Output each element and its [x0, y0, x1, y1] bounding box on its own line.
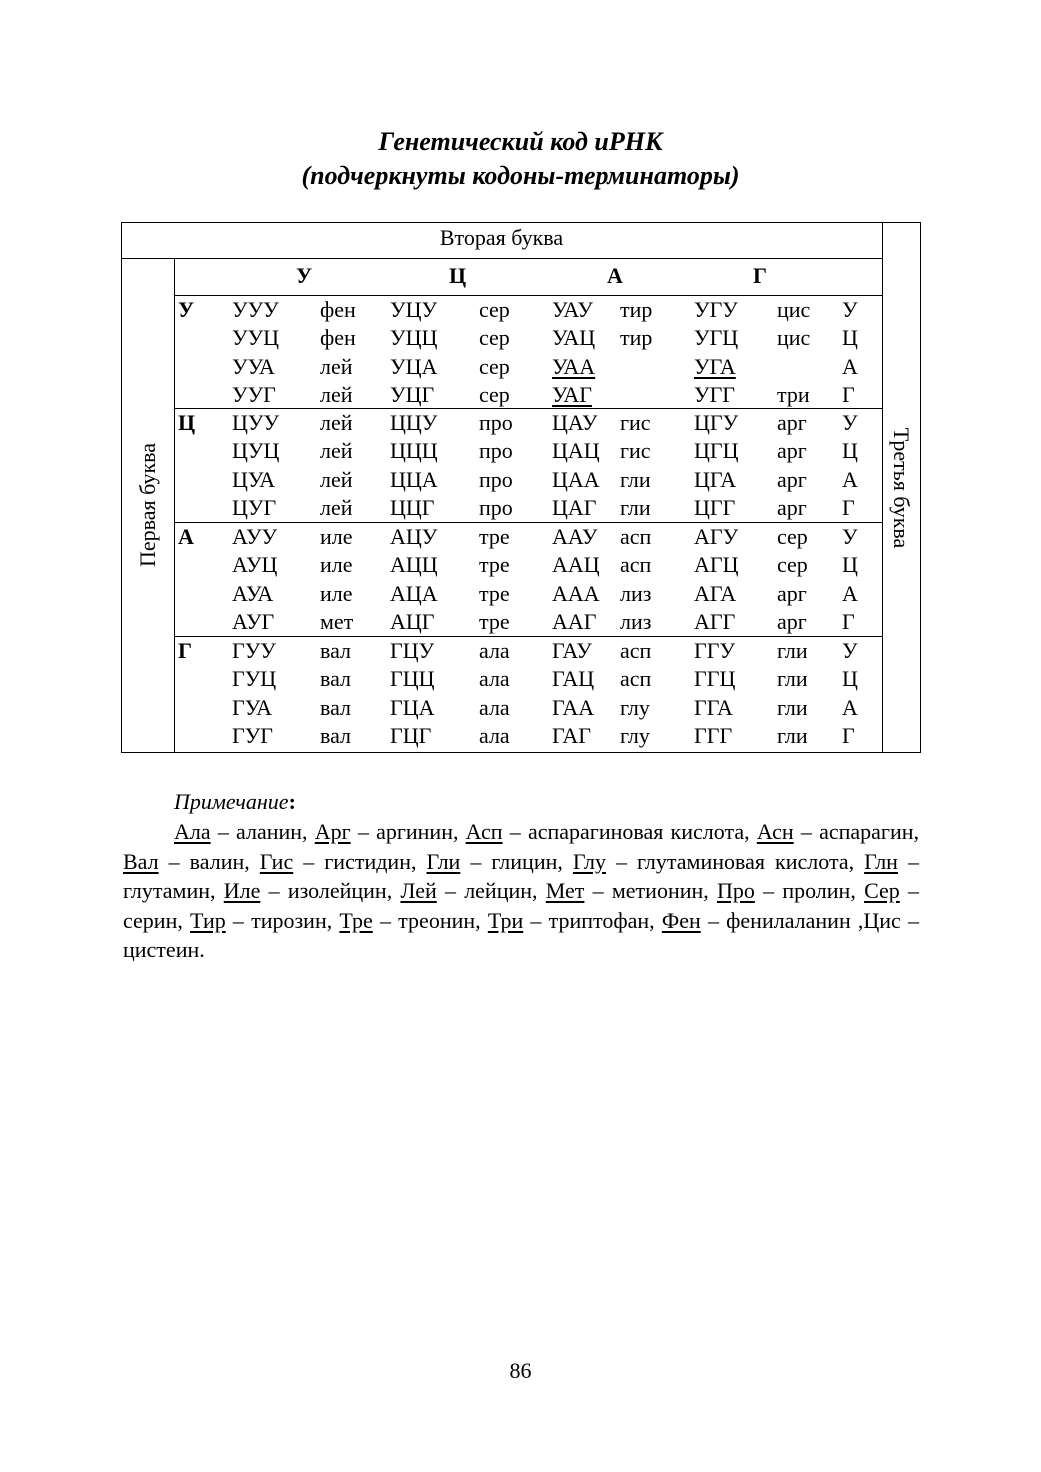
first-letter-2: Ц	[178, 410, 196, 435]
first-letter-1: У	[178, 297, 195, 322]
codon-cell: УУУ	[232, 297, 279, 322]
amino-acid-abbr: Асн	[756, 819, 794, 844]
codon-cell: ААГ	[552, 609, 597, 635]
amino-acid-name: – аланин,	[210, 819, 315, 844]
amino-acid-cell: арг	[777, 609, 807, 635]
amino-acid-cell: ала	[479, 723, 510, 749]
amino-acid-name: – лейцин,	[436, 878, 546, 903]
codon-cell: АГЦ	[694, 552, 739, 578]
amino-acid-name: – треонин,	[372, 907, 488, 933]
note-heading-colon: :	[288, 789, 296, 814]
third-letter-cell: А	[842, 466, 858, 492]
amino-acid-cell: гис	[620, 438, 651, 464]
amino-acid-name: – гистидин,	[293, 848, 427, 874]
amino-acid-cell: фен	[320, 325, 356, 351]
amino-acid-cell: три	[777, 382, 810, 408]
amino-acid-cell: вал	[320, 694, 352, 720]
third-letter-cell: Г	[842, 382, 855, 408]
codon-cell: УЦУ	[390, 297, 438, 322]
codon-cell: ГЦЦ	[390, 666, 435, 692]
amino-acid-cell: сер	[479, 353, 510, 379]
amino-acid-cell: иле	[320, 552, 353, 578]
codon-cell: АЦА	[390, 580, 438, 606]
third-letter-cell: Ц	[842, 666, 858, 692]
third-letter-cell: Г	[842, 723, 855, 749]
codon-cell: ГУУ	[232, 638, 276, 663]
first-letter-3: А	[178, 524, 194, 549]
amino-acid-cell: гли	[777, 694, 808, 720]
amino-acid-cell: сер	[479, 297, 510, 322]
amino-acid-cell: лиз	[620, 580, 652, 606]
codon-cell: ААЦ	[552, 552, 600, 578]
third-letter-cell: Г	[842, 495, 855, 521]
codon-cell: ЦАУ	[552, 410, 598, 435]
amino-acid-name: – глутамин,	[123, 848, 919, 903]
codon-cell: УАУ	[552, 297, 593, 322]
codon-cell: ЦГУ	[694, 410, 739, 435]
third-letter-cell: Г	[842, 609, 855, 635]
codon-cell: УЦЦ	[390, 325, 438, 351]
amino-acid-abbr: Сер	[864, 878, 900, 903]
amino-acid-cell: арг	[777, 495, 807, 521]
amino-acid-cell: вал	[320, 723, 352, 749]
amino-acid-name: – пролин,	[754, 878, 865, 903]
third-letter-cell: Ц	[842, 552, 858, 578]
amino-acid-name: – изолейцин,	[260, 878, 401, 903]
third-letter-divider	[882, 222, 883, 753]
codon-cell: ЦУУ	[232, 410, 280, 435]
third-letter-cell: А	[842, 353, 858, 379]
amino-acid-cell: арг	[777, 466, 807, 492]
amino-acid-cell: лей	[320, 495, 353, 521]
amino-acid-cell: гли	[620, 466, 651, 492]
amino-acid-cell: гли	[777, 638, 808, 663]
amino-acid-cell: про	[479, 438, 513, 464]
amino-acid-abbr: Про	[716, 878, 755, 903]
amino-acid-name: – метионин,	[584, 878, 717, 903]
page-subtitle: (подчеркнуты кодоны-терминаторы)	[301, 161, 740, 190]
header-divider	[121, 258, 882, 259]
second-letter-4: Г	[753, 263, 767, 288]
amino-acid-cell: вал	[320, 638, 352, 663]
amino-acid-name: – глутаминовая кислота,	[605, 848, 865, 874]
amino-acid-cell: асп	[620, 524, 652, 549]
amino-acid-name: – фенилаланин ,Цис –цистеин.	[123, 907, 920, 962]
codon-cell: ГГА	[694, 694, 733, 720]
amino-acid-cell: асп	[620, 552, 652, 578]
third-letter-cell: У	[842, 410, 858, 435]
third-letter-cell: У	[842, 297, 858, 322]
second-letter-1: У	[296, 263, 313, 288]
second-letter-2: Ц	[449, 263, 467, 288]
amino-acid-cell: про	[479, 495, 513, 521]
group-divider	[174, 408, 882, 409]
codon-cell: АГГ	[694, 609, 736, 635]
amino-acid-cell: тре	[479, 524, 510, 549]
codon-cell: ГУА	[232, 694, 272, 720]
amino-acid-cell: про	[479, 410, 513, 435]
codon-cell: ГЦА	[390, 694, 435, 720]
amino-acid-cell: сер	[777, 524, 808, 549]
amino-acid-cell: тре	[479, 552, 510, 578]
group-divider	[174, 522, 882, 523]
note-body	[123, 817, 919, 965]
amino-acid-cell: сер	[777, 552, 808, 578]
codon-cell: ГАУ	[552, 638, 592, 663]
third-letter-cell: Ц	[842, 438, 858, 464]
amino-acid-cell: лей	[320, 353, 353, 379]
codon-cell: ГУЦ	[232, 666, 277, 692]
codon-cell: ГАГ	[552, 723, 591, 749]
codon-cell: ЦАА	[552, 466, 600, 492]
amino-acid-cell: глу	[620, 694, 650, 720]
amino-acid-cell: про	[479, 466, 513, 492]
codon-cell: ЦУА	[232, 466, 276, 492]
amino-acid-cell: ала	[479, 666, 510, 692]
codon-cell: ЦУЦ	[232, 438, 280, 464]
amino-acid-cell: мет	[320, 609, 354, 635]
amino-acid-abbr: Асп	[465, 819, 503, 844]
amino-acid-cell: асп	[620, 638, 652, 663]
second-letter-header: Вторая буква	[439, 225, 564, 250]
codon-cell: ЦЦУ	[390, 410, 438, 435]
note-heading-text: Примечание	[174, 789, 289, 814]
codon-cell: АЦУ	[390, 524, 438, 549]
codon-cell: УУА	[232, 353, 275, 379]
amino-acid-cell: гли	[777, 666, 808, 692]
amino-acid-abbr: Иле	[223, 878, 261, 903]
amino-acid-name: – глицин,	[460, 848, 573, 874]
amino-acid-abbr: Гли	[426, 848, 461, 874]
amino-acid-name: – серин,	[123, 878, 920, 933]
codon-cell: ГЦГ	[390, 723, 432, 749]
codon-cell: АУГ	[232, 609, 275, 635]
codon-cell: ГАЦ	[552, 666, 595, 692]
amino-acid-cell: ала	[479, 694, 510, 720]
amino-acid-cell: лей	[320, 382, 353, 408]
codon-cell: АГА	[694, 580, 737, 606]
amino-acid-cell: арг	[777, 438, 807, 464]
codon-cell: ГАА	[552, 694, 595, 720]
amino-acid-name: – триптофан,	[523, 907, 662, 933]
codon-cell: УГУ	[694, 297, 738, 322]
codon-cell: ГГЦ	[694, 666, 736, 692]
amino-acid-cell: сер	[479, 382, 510, 408]
amino-acid-abbr: Мет	[545, 878, 585, 903]
amino-acid-cell: асп	[620, 666, 652, 692]
codon-cell: АУА	[232, 580, 274, 606]
amino-acid-cell: ала	[479, 638, 510, 663]
amino-acid-cell: арг	[777, 580, 807, 606]
amino-acid-abbr: Вал	[123, 848, 159, 874]
first-letter-divider	[174, 258, 175, 753]
amino-acid-name: – тирозин,	[225, 907, 340, 933]
stop-codon-cell: УАГ	[552, 382, 592, 408]
amino-acid-cell: иле	[320, 580, 353, 606]
amino-acid-cell: фен	[320, 297, 356, 322]
amino-acid-cell: цис	[777, 297, 811, 322]
codon-cell: УГЦ	[694, 325, 739, 351]
stop-codon-cell: УАА	[552, 353, 596, 379]
amino-acid-cell: лей	[320, 466, 353, 492]
amino-acid-abbr: Гис	[259, 848, 294, 874]
amino-acid-cell: гли	[620, 495, 651, 521]
amino-acid-name: – аргинин,	[350, 819, 466, 844]
amino-acid-abbr: Ала	[174, 819, 211, 844]
page-number: 86	[509, 1358, 532, 1383]
amino-acid-cell: тир	[620, 325, 653, 351]
codon-cell: АУЦ	[232, 552, 278, 578]
codon-cell: ЦЦГ	[390, 495, 435, 521]
second-letter-divider	[174, 295, 882, 296]
amino-acid-name: – валин,	[158, 848, 260, 874]
amino-acid-cell: лиз	[620, 609, 652, 635]
amino-acid-abbr: Три	[487, 907, 524, 933]
third-letter-cell: У	[842, 638, 858, 663]
third-letter-cell: У	[842, 524, 858, 549]
second-letter-3: А	[607, 263, 623, 288]
codon-cell: ЦАЦ	[552, 438, 600, 464]
amino-acid-cell: глу	[620, 723, 650, 749]
codon-cell: ГУГ	[232, 723, 274, 749]
amino-acid-abbr: Арг	[314, 819, 351, 844]
stop-codon-cell: УГА	[694, 353, 736, 379]
amino-acid-cell: гли	[777, 723, 808, 749]
codon-cell: УЦА	[390, 353, 438, 379]
codon-cell: ЦГА	[694, 466, 737, 492]
codon-cell: ЦАГ	[552, 495, 597, 521]
amino-acid-abbr: Тир	[190, 907, 226, 933]
amino-acid-cell: цис	[777, 325, 811, 351]
amino-acid-abbr: Глн	[864, 848, 898, 874]
codon-cell: ЦГГ	[694, 495, 736, 521]
page-title: Генетический код иРНК	[378, 127, 663, 156]
codon-cell: УУГ	[232, 382, 276, 408]
codon-cell: ГГУ	[694, 638, 736, 663]
codon-cell: ЦГЦ	[694, 438, 739, 464]
group-divider	[174, 636, 882, 637]
codon-cell: УГГ	[694, 382, 736, 408]
codon-cell: УАЦ	[552, 325, 596, 351]
amino-acid-cell: тир	[620, 297, 653, 322]
third-letter-cell: А	[842, 694, 858, 720]
amino-acid-cell: гис	[620, 410, 651, 435]
amino-acid-abbr: Фен	[661, 907, 701, 933]
amino-acid-cell: лей	[320, 410, 353, 435]
codon-cell: ЦЦА	[390, 466, 438, 492]
third-letter-cell: Ц	[842, 325, 858, 351]
amino-acid-abbr: Лей	[400, 878, 437, 903]
amino-acid-abbr: Глу	[572, 848, 606, 874]
amino-acid-cell: тре	[479, 580, 510, 606]
codon-cell: УЦГ	[390, 382, 435, 408]
codon-cell: ААУ	[552, 524, 598, 549]
codon-cell: ГГГ	[694, 723, 733, 749]
codon-cell: ААА	[552, 580, 600, 606]
codon-cell: АГУ	[694, 524, 739, 549]
codon-cell: ГЦУ	[390, 638, 435, 663]
amino-acid-cell: иле	[320, 524, 353, 549]
amino-acid-cell: тре	[479, 609, 510, 635]
first-letter-label: Первая буква	[135, 442, 160, 568]
codon-cell: УУЦ	[232, 325, 280, 351]
note-heading	[174, 787, 296, 817]
amino-acid-cell: арг	[777, 410, 807, 435]
first-letter-4: Г	[178, 638, 192, 663]
codon-cell: ЦУГ	[232, 495, 277, 521]
codon-cell: АЦГ	[390, 609, 435, 635]
third-letter-label: Третья буква	[889, 427, 914, 549]
amino-acid-cell: лей	[320, 438, 353, 464]
amino-acid-cell: сер	[479, 325, 510, 351]
codon-cell: ЦЦЦ	[390, 438, 438, 464]
amino-acid-name: – аспарагиновая кислота,	[502, 819, 757, 844]
amino-acid-name: – аспарагин,	[793, 819, 920, 844]
amino-acid-abbr: Тре	[339, 907, 373, 933]
amino-acid-cell: вал	[320, 666, 352, 692]
third-letter-cell: А	[842, 580, 858, 606]
codon-cell: АУУ	[232, 524, 278, 549]
codon-cell: АЦЦ	[390, 552, 438, 578]
